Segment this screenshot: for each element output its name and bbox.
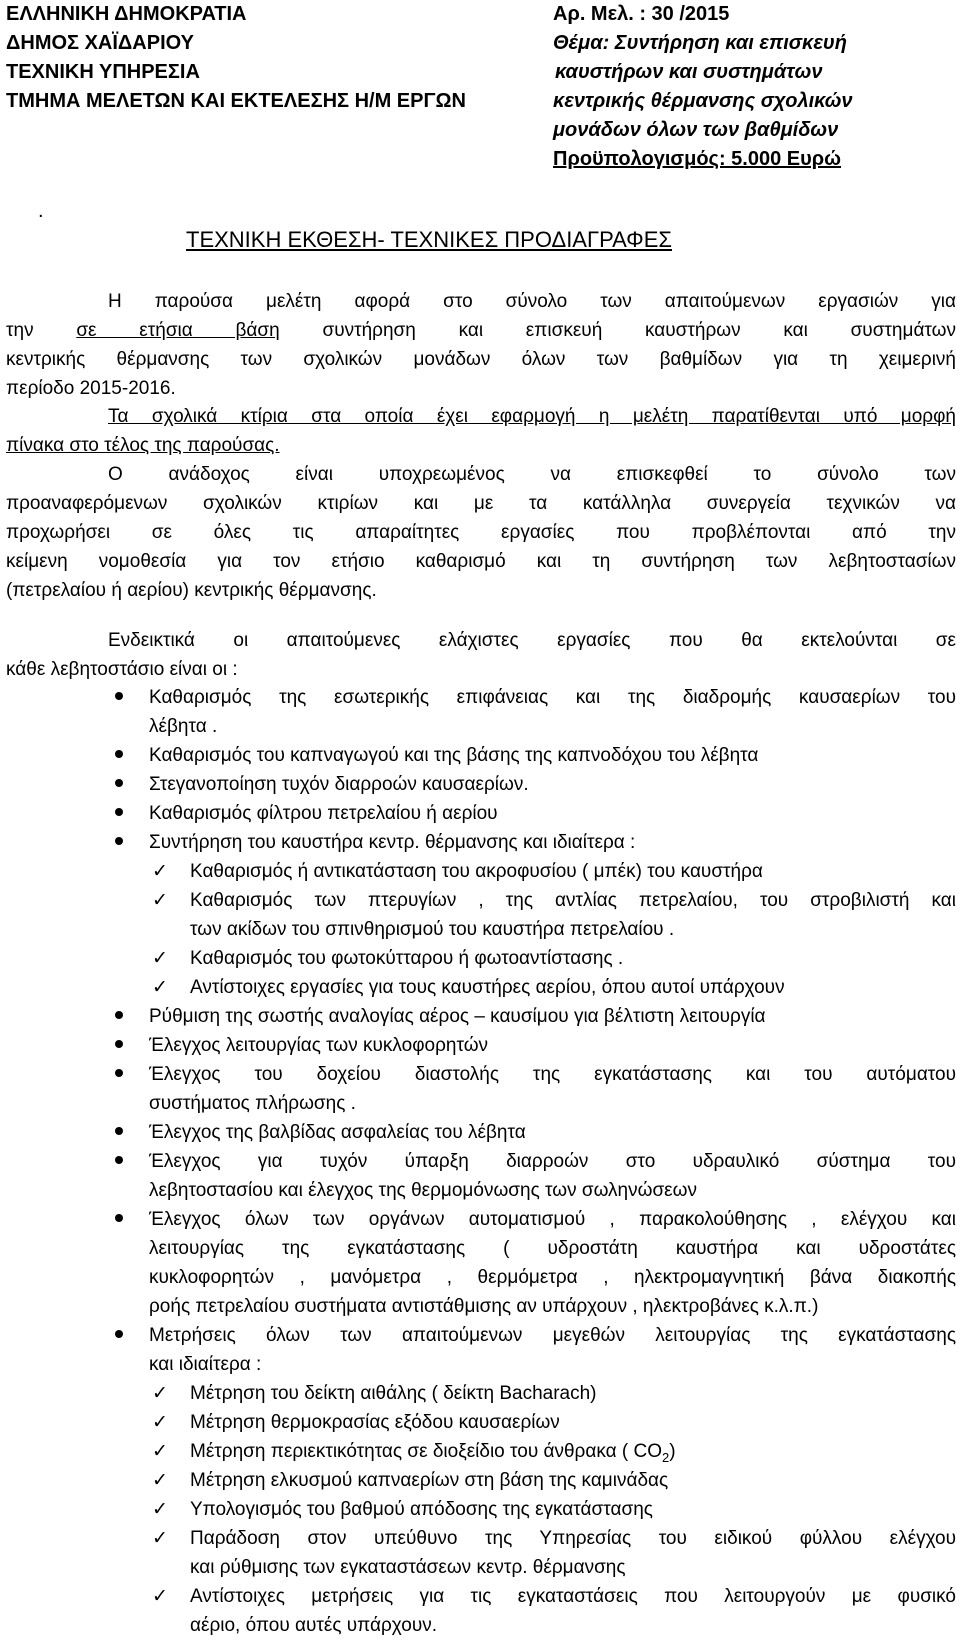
checklist-item [6,1379,956,1408]
bullet-item [6,1002,956,1031]
intro-paragraph [6,287,956,403]
bullet-item [6,1321,956,1379]
item-line: κυκλοφορητών , μανόμετρα , θερμόμετρα , ηλεκτρομαγνητική βάνα διακοπής [149,1267,956,1288]
item-line: Έλεγχος λειτουργίας των κυκλοφορητών [149,1035,489,1056]
checkmark-icon: ✓ [152,1528,168,1549]
item-line: Μέτρηση περιεκτικότητας σε διοξείδιο του άνθρακα ( $CO_2$) [190,1441,676,1465]
schools-paragraph [6,402,956,460]
indicative-line-1: Ενδεικτικά οι απαιτούμενες ελάχιστες εργασίες που θα εκτελούνται σε [108,630,956,651]
item-line: Παράδοση στον υπεύθυνο της Υπηρεσίας του ειδικού φύλλου ελέγχου [190,1528,956,1549]
bullet-icon [109,799,129,828]
bullet-icon [109,741,129,770]
item-line: λεβητοστασίου και έλεγχος της θερμομόνωσης των σωληνώσεων [149,1180,697,1201]
item-line: Έλεγχος όλων των οργάνων αυτοματισμού , παρακολούθησης , ελέγχου και [149,1209,956,1230]
subject-line-3: κεντρικής θέρμανσης σχολικών [553,90,853,112]
contractor-line-5: (πετρελαίου ή αερίου) κεντρικής θέρμανσης. [6,580,377,601]
bullet-icon [109,1002,129,1031]
checkmark-icon: ✓ [152,1499,168,1520]
header-study-info [553,0,853,174]
checkmark-icon: ✓ [152,948,168,969]
item-line: Καθαρισμός του καπναγωγού και της βάσης της καπνοδόχου του λέβητα [149,745,759,766]
header-line-country: ΕΛΛΗΝΙΚΗ ΔΗΜΟΚΡΑΤΙΑ [6,3,247,25]
subscript: 2 [662,1449,670,1465]
item-line: Μέτρηση θερμοκρασίας εξόδου καυσαερίων [190,1412,560,1433]
annual-basis-underlined: σε ετήσια βάση [76,320,280,341]
item-line: και ρύθμισης των εγκαταστάσεων κεντρ. θέρμανσης [190,1557,626,1578]
checklist-item [6,944,956,973]
item-line: Έλεγχος του δοχείου διαστολής της εγκατάστασης και του αυτόματου [149,1064,956,1085]
checkmark-icon: ✓ [152,861,168,882]
suffix: ) [669,1441,676,1462]
checkmark-icon: ✓ [152,1441,168,1462]
bullet-item [6,1031,956,1060]
bullet-icon [109,683,129,712]
contractor-paragraph [6,460,956,605]
intro-line-2-post: συντήρηση και επισκευή καυστήρων και συστημάτων [279,320,956,341]
item-line: Μέτρηση ελκυσμού καπναερίων στη βάση της καμινάδας [190,1470,669,1491]
item-line: Μετρήσεις όλων των απαιτούμενων μεγεθών λειτουργίας της εγκατάστασης [149,1325,956,1346]
contractor-line-3: προχωρήσει σε όλες τις απαραίτητες εργασίες που προβλέπονται από την [6,522,956,543]
item-line: των ακίδων του σπινθηρισμού του καυστήρα πετρελαίου . [190,919,675,940]
checklist-item [6,1408,956,1437]
checklist-item [6,857,956,886]
item-line: Αντίστοιχες εργασίες για τους καυστήρες αερίου, όπου αυτοί υπάρχουν [190,977,785,998]
bullet-icon [109,1321,129,1350]
checklist-item [6,1524,956,1582]
item-line: Συντήρηση του καυστήρα κεντρ. θέρμανσης και ιδιαίτερα : [149,832,636,853]
bullet-item [6,828,956,857]
bullet-item [6,799,956,828]
bullet-item [6,683,956,741]
item-line: Καθαρισμός των πτερυγίων , της αντλίας πετρελαίου, του στροβιλιστή και [190,890,956,911]
bullet-item [6,741,956,770]
bullet-item [6,1147,956,1205]
subject-line-4: μονάδων όλων των βαθμίδων [553,119,839,141]
header-line-service: ΤΕΧΝΙΚΗ ΥΠΗΡΕΣΙΑ [6,61,200,83]
bullet-icon [109,828,129,857]
item-line: Ρύθμιση της σωστής αναλογίας αέρος – καυσίμου για βέλτιστη λειτουργία [149,1006,766,1027]
item-line: Καθαρισμός του φωτοκύτταρου ή φωτοαντίστασης . [190,948,624,969]
item-line: Καθαρισμός φίλτρου πετρελαίου ή αερίου [149,803,498,824]
item-line: Υπολογισμός του βαθμού απόδοσης της εγκατάστασης [190,1499,653,1520]
bullet-item [6,1205,956,1321]
item-line: Έλεγχος για τυχόν ύπαρξη διαρροών στο υδραυλικό σύστημα του [149,1151,956,1172]
checkmark-icon: ✓ [152,1470,168,1491]
contractor-line-1: Ο ανάδοχος είναι υποχρεωμένος να επισκεφθεί το σύνολο των [108,464,956,485]
item-line: συστήματος πλήρωσης . [149,1093,356,1114]
checkmark-icon: ✓ [152,977,168,998]
checklist-item [6,886,956,944]
bullet-icon [109,1060,129,1089]
header-line-municipality: ΔΗΜΟΣ ΧΑΪΔΑΡΙΟΥ [6,32,194,54]
schools-line-1: Τα σχολικά κτίρια στα οποία έχει εφαρμογή η μελέτη παρατίθενται υπό μορφή [108,406,956,427]
item-line: λειτουργίας της εγκατάστασης ( υδροστάτη καυστήρα και υδροστάτες [149,1238,956,1259]
item-line: Έλεγχος της βαλβίδας ασφαλείας του λέβητα [149,1122,526,1143]
bullet-icon [109,1118,129,1147]
schools-line-2: πίνακα στο τέλος της παρούσας. [6,435,280,456]
checklist-item [6,973,956,1002]
item-line: Καθαρισμός της εσωτερικής επιφάνειας και της διαδρομής καυσαερίων του [149,687,956,708]
header-authority [6,0,466,116]
bullet-icon [109,1031,129,1060]
item-line: Αντίστοιχες μετρήσεις για τις εγκαταστάσεις που λειτουργούν με φυσικό [190,1586,956,1607]
maintenance-task-list [6,683,956,1640]
indicative-line-2: κάθε λεβητοστάσιο είναι οι : [6,659,238,680]
header-line-department: ΤΜΗΜΑ ΜΕΛΕΤΩΝ ΚΑΙ ΕΚΤΕΛΕΣΗΣ Η/Μ ΕΡΓΩΝ [6,90,466,112]
item-line: Στεγανοποίηση τυχόν διαρροών καυσαερίων. [149,774,529,795]
item-line: και ιδιαίτερα : [149,1354,262,1375]
bullet-item [6,770,956,799]
bullet-icon [109,770,129,799]
checklist-item [6,1437,956,1466]
subject-line-2: καυστήρων και συστημάτων [555,61,823,83]
intro-line-2-pre: την [6,320,77,341]
indicative-paragraph [6,626,956,684]
contractor-line-2: προαναφερόμενων σχολικών κτιρίων και με τα κατάλληλα συνεργεία τεχνικών να [6,493,956,514]
item-line: ροής πετρελαίου συστήματα αντιστάθμισης αν υπάρχουν , ηλεκτροβάνες κ.λ.π.) [149,1296,819,1317]
checkmark-icon: ✓ [152,1383,168,1404]
stray-dot: . [38,200,44,222]
bullet-icon [109,1147,129,1176]
study-number: Αρ. Μελ. : 30 /2015 [553,3,730,25]
item-line: αέριο, όπου αυτές υπάρχουν. [190,1615,437,1636]
checkmark-icon: ✓ [152,1412,168,1433]
item-line: Μέτρηση του δείκτη αιθάλης ( δείκτη Bacharach) [190,1383,597,1404]
intro-line-2 [6,316,956,345]
intro-line-1: Η παρούσα μελέτη αφορά στο σύνολο των απαιτούμενων εργασιών για [108,291,956,312]
bullet-icon [109,1205,129,1234]
checkmark-icon: ✓ [152,1586,168,1607]
item-line: Καθαρισμός ή αντικατάσταση του ακροφυσίου ( μπέκ) του καυστήρα [190,861,763,882]
intro-line-3: κεντρικής θέρμανσης των σχολικών μονάδων όλων των βαθμίδων για τη χειμερινή [6,349,956,370]
document-title: ΤΕΧΝΙΚΗ ΕΚΘΕΣΗ- ΤΕΧΝΙΚΕΣ ΠΡΟΔΙΑΓΡΑΦΕΣ [186,227,673,252]
bullet-item [6,1060,956,1118]
contractor-line-4: κείμενη νομοθεσία για τον ετήσιο καθαρισμό και τη συντήρηση των λεβητοστασίων [6,551,956,572]
budget: Προϋπολογισμός: 5.000 Ευρώ [553,148,842,170]
checklist-item [6,1495,956,1524]
checklist-item [6,1582,956,1640]
item-line: λέβητα . [149,716,218,737]
checklist-item [6,1466,956,1495]
checkmark-icon: ✓ [152,890,168,911]
bullet-item [6,1118,956,1147]
intro-line-4: περίοδο 2015-2016. [6,378,176,399]
subject-line-1: Θέμα: Συντήρηση και επισκευή [553,32,847,54]
